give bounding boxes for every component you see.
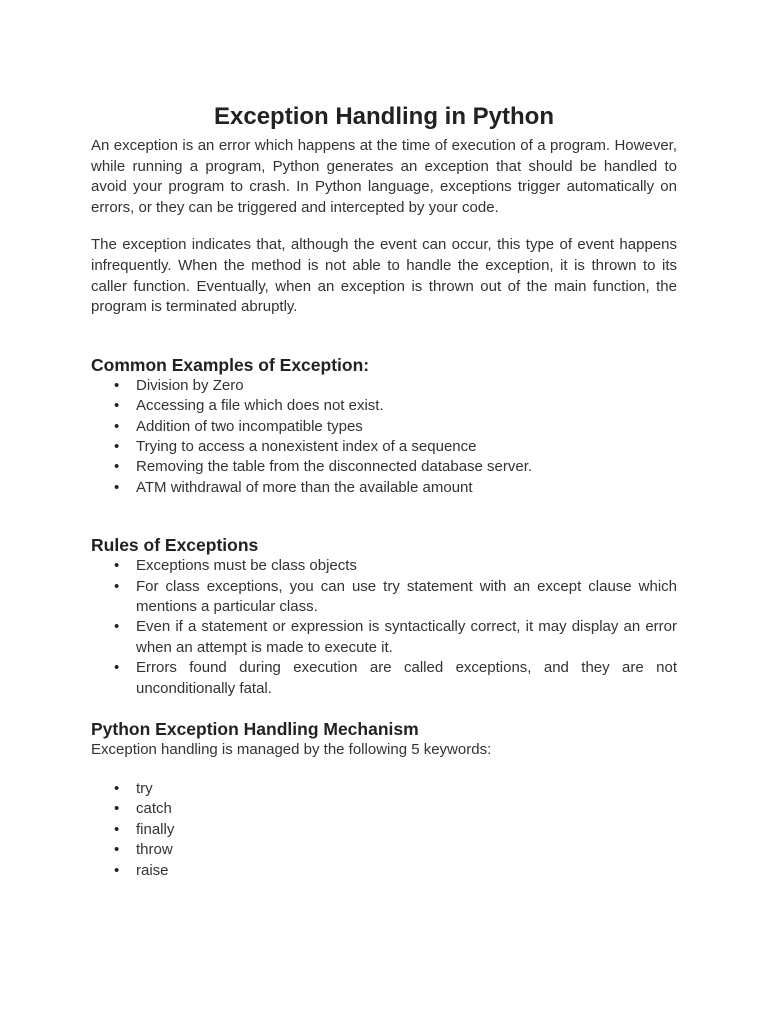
common-examples-list xyxy=(91,376,677,498)
intro-paragraph-1: An exception is an error which happens at the time of execution of a program. However, while running a program, Python generates an exception that should be handled to avoid your program to crash. In Python language, exceptions trigger automatically on errors, or they can be triggered and intercepted by your code. xyxy=(91,137,677,216)
keywords-list xyxy=(91,779,677,881)
list-item: • try xyxy=(136,779,677,799)
rules-heading: Rules of Exceptions xyxy=(91,535,259,556)
rules-list xyxy=(91,556,677,699)
mechanism-heading: Python Exception Handling Mechanism xyxy=(91,719,419,740)
list-item: • For class exceptions, you can use try statement with an except clause which mentions a particular class. xyxy=(136,577,677,618)
list-item: • ATM withdrawal of more than the available amount xyxy=(136,478,677,498)
list-item: • Removing the table from the disconnected database server. xyxy=(136,457,677,477)
list-item: • Trying to access a nonexistent index of a sequence xyxy=(136,437,677,457)
list-item: • Errors found during execution are called exceptions, and they are not unconditionally fatal. xyxy=(136,658,677,699)
list-item: • Even if a statement or expression is syntactically correct, it may display an error when an attempt is made to execute it. xyxy=(136,617,677,658)
intro-paragraph-2: The exception indicates that, although the event can occur, this type of event happens infrequently. When the method is not able to handle the exception, it is thrown to its caller function. Eventually, when an exception is thrown out of the main function, the program is terminated abruptly. xyxy=(91,236,677,316)
list-item: • raise xyxy=(136,861,677,881)
common-examples-heading: Common Examples of Exception: xyxy=(91,354,370,375)
list-item: • Addition of two incompatible types xyxy=(136,417,677,437)
mechanism-intro: Exception handling is managed by the following 5 keywords: xyxy=(91,741,492,759)
list-item: • Exceptions must be class objects xyxy=(136,556,677,576)
list-item: • finally xyxy=(136,820,677,840)
list-item: • Division by Zero xyxy=(136,376,677,396)
list-item: • throw xyxy=(136,840,677,860)
page-title: Exception Handling in Python xyxy=(213,103,554,130)
list-item: • Accessing a file which does not exist. xyxy=(136,396,677,416)
list-item: • catch xyxy=(136,799,677,819)
